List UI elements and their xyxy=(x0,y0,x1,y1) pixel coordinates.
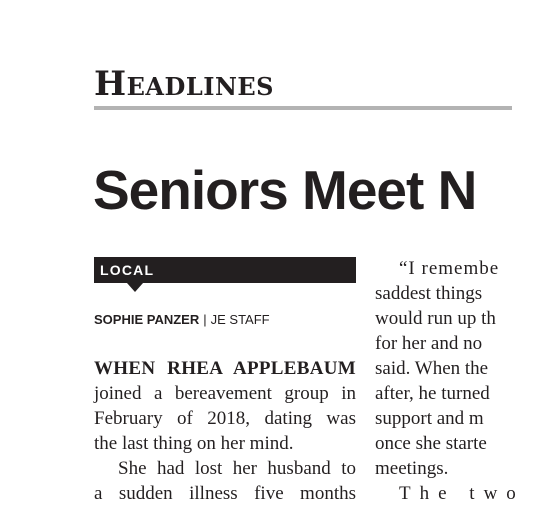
byline-org: JE STAFF xyxy=(210,312,270,327)
article-line: joined a bereavement group in xyxy=(94,383,356,404)
article-line: support and m xyxy=(375,408,484,429)
article-line: for her and no xyxy=(375,333,483,354)
byline xyxy=(94,312,270,328)
article-line: meetings. xyxy=(375,458,449,479)
article-line: saddest things xyxy=(375,283,483,304)
article-line: The two xyxy=(399,483,525,504)
article-line: said. When the xyxy=(375,358,489,379)
byline-separator: | xyxy=(203,312,207,327)
section-title: Headlines xyxy=(94,64,275,104)
article-line: She had lost her husband to xyxy=(118,458,356,479)
category-tag-label: LOCAL xyxy=(100,262,155,278)
article-line: once she starte xyxy=(375,433,487,454)
article-column-left xyxy=(94,356,356,506)
article-lead-in: WHEN RHEA APPLEBAUM xyxy=(94,358,356,379)
article-headline: Seniors Meet N xyxy=(93,159,477,221)
article-line: after, he turned xyxy=(375,383,490,404)
category-tag xyxy=(94,257,356,283)
tag-pointer-icon xyxy=(127,283,143,292)
article-column-right xyxy=(375,256,545,506)
article-line: would run up th xyxy=(375,308,496,329)
article-line: February of 2018, dating was xyxy=(94,408,356,429)
byline-author: SOPHIE PANZER xyxy=(94,312,200,327)
article-line: a sudden illness five months xyxy=(94,483,356,504)
article-line: “I remembe xyxy=(399,258,500,279)
article-line: the last thing on her mind. xyxy=(94,433,294,454)
section-divider xyxy=(94,106,512,110)
